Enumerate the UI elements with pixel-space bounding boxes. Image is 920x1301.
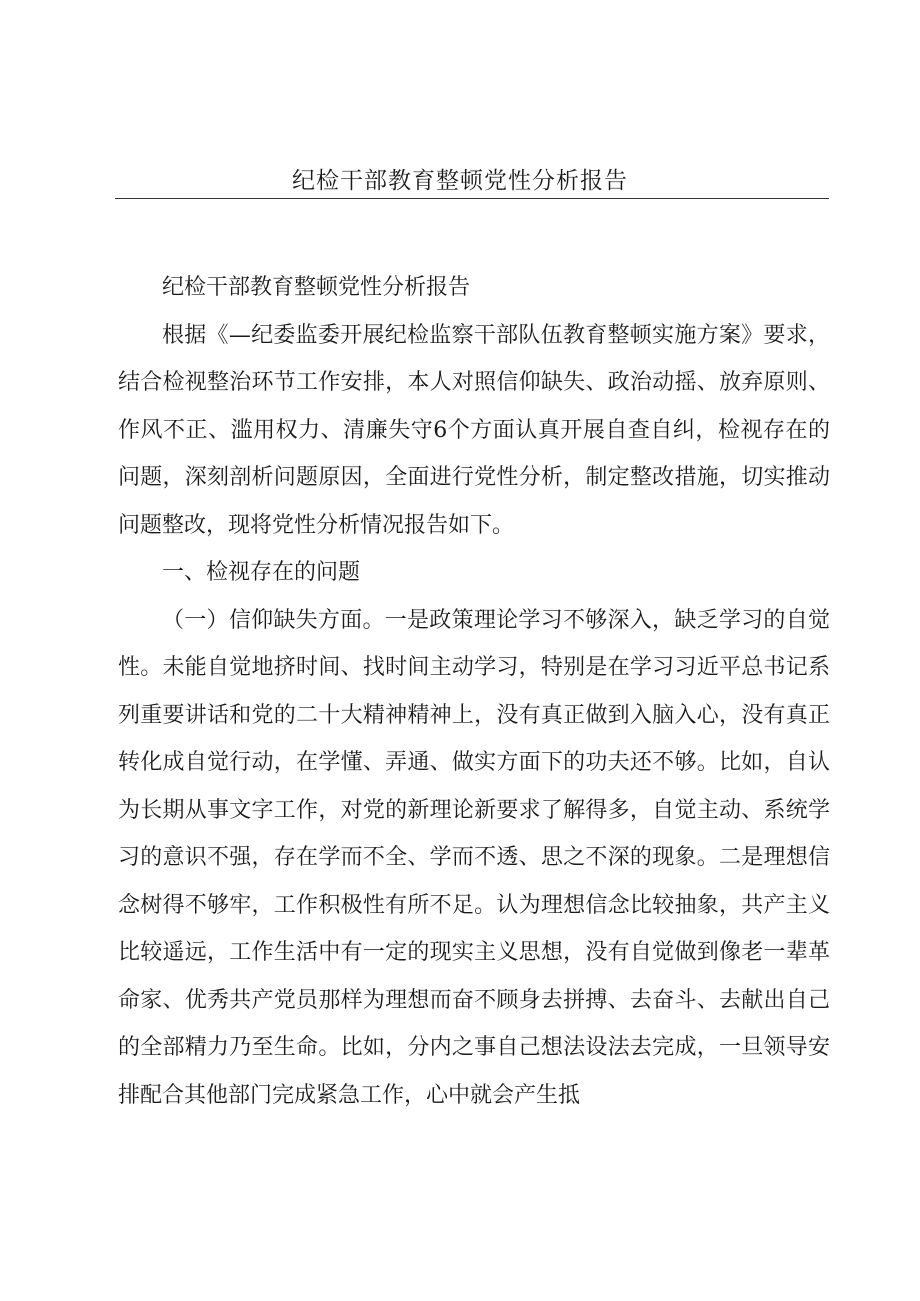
- paragraph-subtitle: 纪检干部教育整顿党性分析报告: [162, 275, 471, 300]
- header-underline: [115, 198, 829, 199]
- section-heading: 一、检视存在的问题: [162, 560, 361, 585]
- paragraph-intro: 根据《—纪委监委开展纪检监察干部队伍教育整顿实施方案》要求，结合检视整治环节工作安排，本人对照信仰缺失、政治动摇、放弃原则、作风不正、滥用权力、清廉失守6个方面认真开展自查自纠，检视存在的问题，深刻剖析问题原因，全面进行党性分析，制定整改措施，切实推动问题整改，现将党性分析情况报告如下。: [118, 322, 830, 538]
- paragraph-section-1-1: （一）信仰缺失方面。一是政策理论学习不够深入，缺乏学习的自觉性。未能自觉地挤时间、找时间主动学习，特别是在学习习近平总书记系列重要讲话和党的二十大精神精神上，没有真正做到入脑入心，没有真正转化成自觉行动，在学懂、弄通、做实方面下的功夫还不够。比如，自认为长期从事文字工作，对党的新理论新要求了解得多，自觉主动、系统学习的意识不强，存在学而不全、学而不透、思之不深的现象。二是理想信念树得不够牢，工作积极性有所不足。认为理想信念比较抽象，共产主义比较遥远，工作生活中有一定的现实主义思想，没有自觉做到像老一辈革命家、优秀共产党员那样为理想而奋不顾身去拼搏、去奋斗、去献出自己的全部精力乃至生命。比如，分内之事自己想法设法去完成，一旦领导安排配合其他部门完成紧急工作，心中就会产生抵: [118, 607, 830, 1108]
- document-header-title: 纪检干部教育整顿党性分析报告: [292, 168, 628, 194]
- document-body: [118, 264, 830, 1119]
